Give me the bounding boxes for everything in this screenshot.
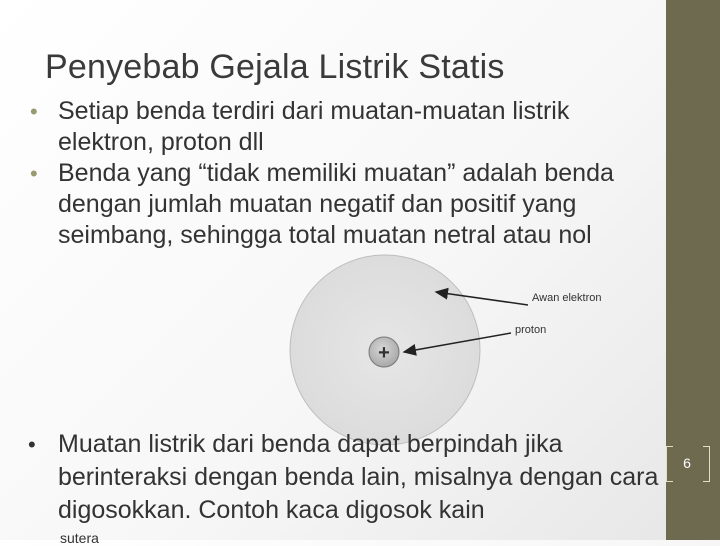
- bullet-dot-icon: •: [28, 432, 36, 457]
- bracket-left-icon: [666, 446, 673, 482]
- bullet-item: [28, 428, 668, 527]
- bullet-text: Setiap benda terdiri dari muatan-muatan listrik elektron, proton dll: [58, 97, 570, 156]
- page-number-text: 6: [683, 455, 691, 471]
- label-proton: proton: [515, 324, 547, 336]
- bracket-right-icon: [703, 446, 710, 482]
- bullet-text: Benda yang “tidak memiliki muatan” adalah benda dengan jumlah muatan negatif dan positif yang seimbang, sehingga total muatan netral atau nol: [58, 159, 614, 249]
- bullet-text: Muatan listrik dari benda dapat berpindah jika berinteraksi dengan benda lain, misalnya dengan cara digosokkan. Contoh kaca digosok kain: [58, 430, 659, 524]
- plus-sign: +: [378, 342, 390, 364]
- bullet-dot-icon: •: [30, 161, 38, 186]
- label-electron-cloud: Awan elektron: [532, 292, 602, 304]
- page-number: [672, 446, 702, 480]
- bottom-bullet: [28, 428, 668, 527]
- slide-title: Penyebab Gejala Listrik Statis: [45, 48, 505, 86]
- bullet-dot-icon: •: [30, 99, 38, 124]
- overflow-text: sutera: [60, 530, 99, 546]
